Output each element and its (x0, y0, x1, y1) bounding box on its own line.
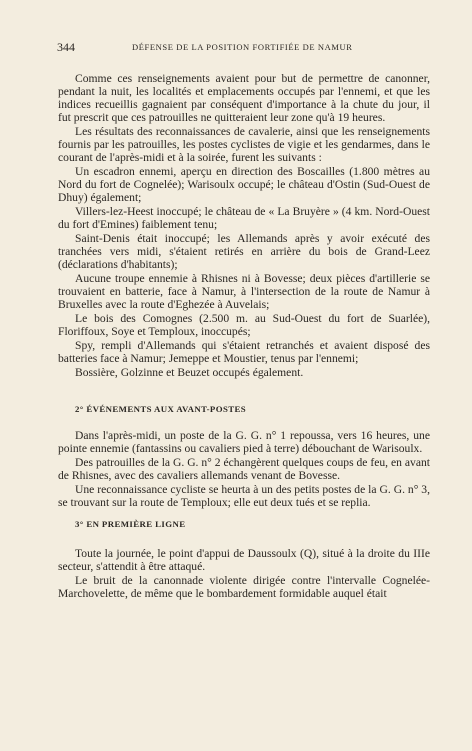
page-body (58, 72, 430, 601)
section-heading: 2° ÉVÉNEMENTS AUX AVANT-POSTES (75, 404, 247, 414)
list-paragraph: Aucune troupe ennemie à Rhisnes ni à Bovesse; deux pièces d'artillerie se trouvaient en batterie, face à Namur, à l'intersection de la route de Namur à Bruxelles avec la route d'Eghezée à Auvelais; (58, 272, 430, 311)
paragraph: Les résultats des reconnaissances de cavalerie, ainsi que les renseignements fournis par les patrouilles, les postes cyclistes de vigie et les gendarmes, dans le courant de l'après-midi et à la soirée, furent les suivants : (58, 125, 430, 164)
list-paragraph: Saint-Denis était inoccupé; les Allemands après y avoir exécuté des tranchées vers midi, s'étaient retirés en arrière du bois de Grand-Leez (déclarations d'habitants); (58, 232, 430, 271)
paragraph: Comme ces renseignements avaient pour but de permettre de canonner, pendant la nuit, les localités et emplacements occupés par l'ennemi, et que les indices recueillis gagnaient par conséquent d'importance à la chute du jour, il fut prescrit que ces patrouilles ne quitteraient leur zone qu'à 19 heures. (58, 72, 430, 124)
page-number: 344 (57, 40, 75, 54)
section-heading: 3° EN PREMIÈRE LIGNE (75, 519, 186, 529)
paragraph: Le bruit de la canonnade violente dirigée contre l'intervalle Cognelée-Marchovelette, de même que le bombardement formidable auquel était (58, 574, 430, 600)
list-paragraph: Le bois des Comognes (2.500 m. au Sud-Ouest du fort de Suarlée), Floriffoux, Soye et Temploux, inoccupés; (58, 312, 430, 338)
list-paragraph: Bossière, Golzinne et Beuzet occupés également. (75, 366, 304, 379)
page-header (0, 40, 472, 54)
list-paragraph: Un escadron ennemi, aperçu en direction des Boscailles (1.800 mètres au Nord du fort de Cognelée); Warisoulx occupé; le château d'Ostin (Sud-Ouest de Dhuy) également; (58, 165, 430, 204)
running-title: DÉFENSE DE LA POSITION FORTIFIÉE DE NAMUR (132, 42, 353, 52)
paragraph: Toute la journée, le point d'appui de Daussoulx (Q), situé à la droite du IIIe secteur, s'attendit à être attaqué. (58, 547, 430, 573)
list-paragraph: Spy, rempli d'Allemands qui s'étaient retranchés et avaient disposé des batteries face à Namur; Jemeppe et Moustier, tenus par l'ennemi; (58, 339, 430, 365)
list-paragraph: Villers-lez-Heest inoccupé; le château de « La Bruyère » (4 km. Nord-Ouest du fort d'Emines) faiblement tenu; (58, 205, 430, 231)
paragraph: Dans l'après-midi, un poste de la G. G. n° 1 repoussa, vers 16 heures, une pointe ennemie (fantassins ou cavaliers pied à terre) débouchant de Warisoulx. (58, 429, 430, 455)
paragraph: Une reconnaissance cycliste se heurta à un des petits postes de la G. G. n° 3, se trouvant sur la route de Temploux; elle eut deux tués et se replia. (58, 483, 430, 509)
paragraph: Des patrouilles de la G. G. n° 2 échangèrent quelques coups de feu, en avant de Rhisnes, avec des cavaliers allemands venant de Bovesse. (58, 456, 430, 482)
